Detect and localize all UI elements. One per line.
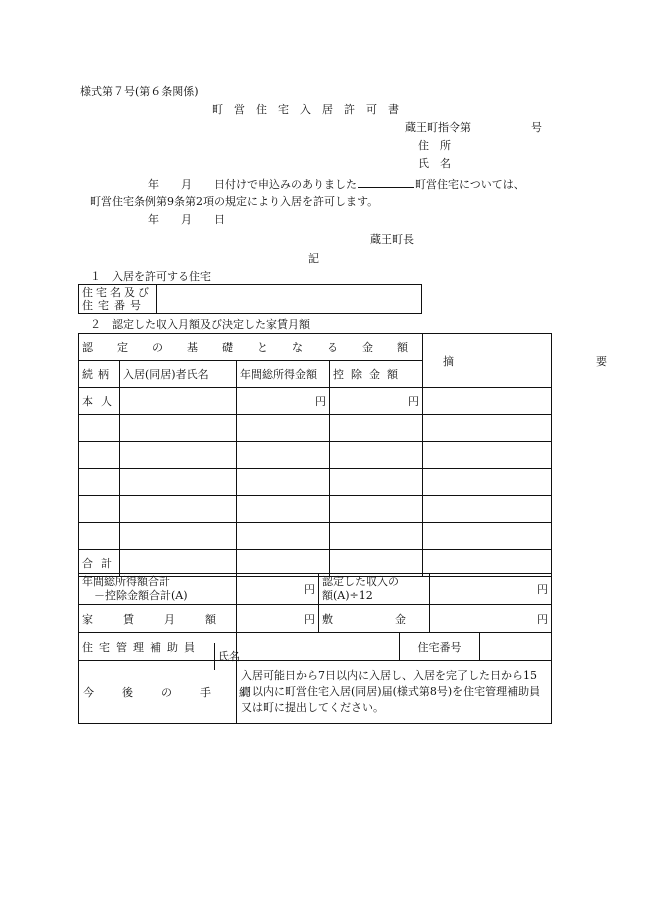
annual-total-yen[interactable]: 円 xyxy=(237,574,319,605)
issuer: 蔵王町長 xyxy=(370,233,414,246)
table-row xyxy=(79,415,552,442)
table-row xyxy=(79,469,552,496)
cell-remarks[interactable] xyxy=(423,442,552,469)
cell-name[interactable] xyxy=(120,442,237,469)
col-occupant-name: 入居(同居)者氏名 xyxy=(120,361,237,388)
table-row xyxy=(79,388,552,415)
cell-income[interactable] xyxy=(237,523,330,550)
cell-deduction[interactable] xyxy=(330,442,423,469)
assistant-label: 住宅管理補助員 xyxy=(79,633,237,661)
form-number: 様式第７号(第６条関係) xyxy=(80,85,199,98)
housing-label-2: 住宅番号 xyxy=(82,299,146,312)
intro-part-2: 町営住宅については、 xyxy=(415,178,525,191)
cell-income[interactable] xyxy=(237,415,330,442)
certified-line-2: 額(A)÷12 xyxy=(322,589,373,602)
assistant-name-cell[interactable] xyxy=(237,633,400,661)
address-label: 住 所 xyxy=(418,139,451,152)
cell-deduction[interactable] xyxy=(330,523,423,550)
rent-label-cell xyxy=(79,605,246,633)
cell-name[interactable] xyxy=(120,388,237,415)
summary-table xyxy=(78,573,552,724)
reference-prefix: 蔵王町指令第 xyxy=(405,121,471,134)
section-1-heading: １ 入居を許可する住宅 xyxy=(90,270,211,283)
cell-income-yen[interactable]: 円 xyxy=(237,388,330,415)
cell-relation[interactable] xyxy=(79,469,120,496)
cell-relation[interactable] xyxy=(79,496,120,523)
rent-yen[interactable]: 円 xyxy=(237,605,319,633)
cell-deduction-yen[interactable]: 円 xyxy=(330,388,423,415)
row-total-label: 合計 xyxy=(79,550,120,577)
house-number-value[interactable] xyxy=(480,633,552,661)
table-row xyxy=(79,496,552,523)
cell-remarks[interactable] xyxy=(423,523,552,550)
cell-name[interactable] xyxy=(120,523,237,550)
reference-number xyxy=(405,121,542,134)
house-number-label: 住宅番号 xyxy=(400,633,480,661)
cell-income[interactable] xyxy=(237,442,330,469)
table-row xyxy=(79,523,552,550)
housing-table xyxy=(78,284,422,314)
issue-date: 年 月 日 xyxy=(148,213,225,226)
col-annual-income: 年間総所得金額 xyxy=(237,361,330,388)
income-table xyxy=(78,333,647,577)
certified-income-label xyxy=(319,574,430,605)
annual-total-label xyxy=(79,574,237,605)
cell-remarks[interactable] xyxy=(423,469,552,496)
cell-relation[interactable] xyxy=(79,442,120,469)
intro-line-2: 町営住宅条例第9条第2項の規定により入居を許可します。 xyxy=(90,195,379,208)
procedure-label-cell xyxy=(79,661,278,724)
assistant-name-label: 氏名 xyxy=(214,643,240,670)
cell-income[interactable] xyxy=(237,496,330,523)
annual-total-line-2: －控除金額合計(A) xyxy=(94,589,188,602)
table-row xyxy=(79,442,552,469)
cell-name[interactable] xyxy=(120,496,237,523)
document-title: 町営住宅入居許可書 xyxy=(212,103,410,116)
cell-deduction[interactable] xyxy=(330,415,423,442)
procedure-text: 入居可能日から7日以内に入居し、入居を完了した日から15日以内に町営住宅入居(同居)届(様式第8号)を住宅管理補助員又は町に提出してください。 xyxy=(237,661,552,724)
deposit-label-cell xyxy=(319,605,468,633)
remarks-header: 摘 要 xyxy=(443,354,647,368)
reference-suffix: 号 xyxy=(531,121,542,134)
intro-part-1: 年 月 日付けで申込みのありました xyxy=(148,178,357,191)
intro-line-1 xyxy=(148,176,525,191)
cell-remarks[interactable] xyxy=(423,496,552,523)
cell-remarks[interactable] xyxy=(423,388,552,415)
ki-heading: 記 xyxy=(308,252,319,265)
cell-deduction[interactable] xyxy=(330,496,423,523)
housing-value-cell[interactable] xyxy=(157,285,422,314)
deposit-label: 敷金 xyxy=(322,612,468,626)
col-deduction: 控除金額 xyxy=(330,361,423,388)
name-label: 氏 名 xyxy=(418,157,451,170)
cell-relation[interactable] xyxy=(79,523,120,550)
cell-relation[interactable] xyxy=(79,415,120,442)
remarks-header-cell xyxy=(423,334,647,388)
row-self-label: 本人 xyxy=(79,388,120,415)
section-2-heading: ２ 認定した収入月額及び決定した家賃月額 xyxy=(90,318,310,331)
basis-header: 認定の基礎となる金額 xyxy=(79,334,423,361)
cell-name[interactable] xyxy=(120,415,237,442)
cell-income[interactable] xyxy=(237,469,330,496)
rent-label: 家賃月額 xyxy=(82,612,246,626)
procedure-label: 今後の手続 xyxy=(83,686,278,699)
deposit-yen[interactable]: 円 xyxy=(430,605,552,633)
annual-total-line-1: 年間総所得額合計 xyxy=(82,575,170,588)
certified-income-yen[interactable]: 円 xyxy=(430,574,552,605)
housing-label-1: 住宅名及び xyxy=(82,286,152,299)
housing-label-cell xyxy=(79,285,157,314)
col-relation: 続柄 xyxy=(79,361,120,388)
cell-deduction[interactable] xyxy=(330,469,423,496)
cell-name[interactable] xyxy=(120,469,237,496)
housing-name-blank xyxy=(358,176,414,188)
cell-remarks[interactable] xyxy=(423,415,552,442)
certified-line-1: 認定した収入の xyxy=(322,575,399,588)
